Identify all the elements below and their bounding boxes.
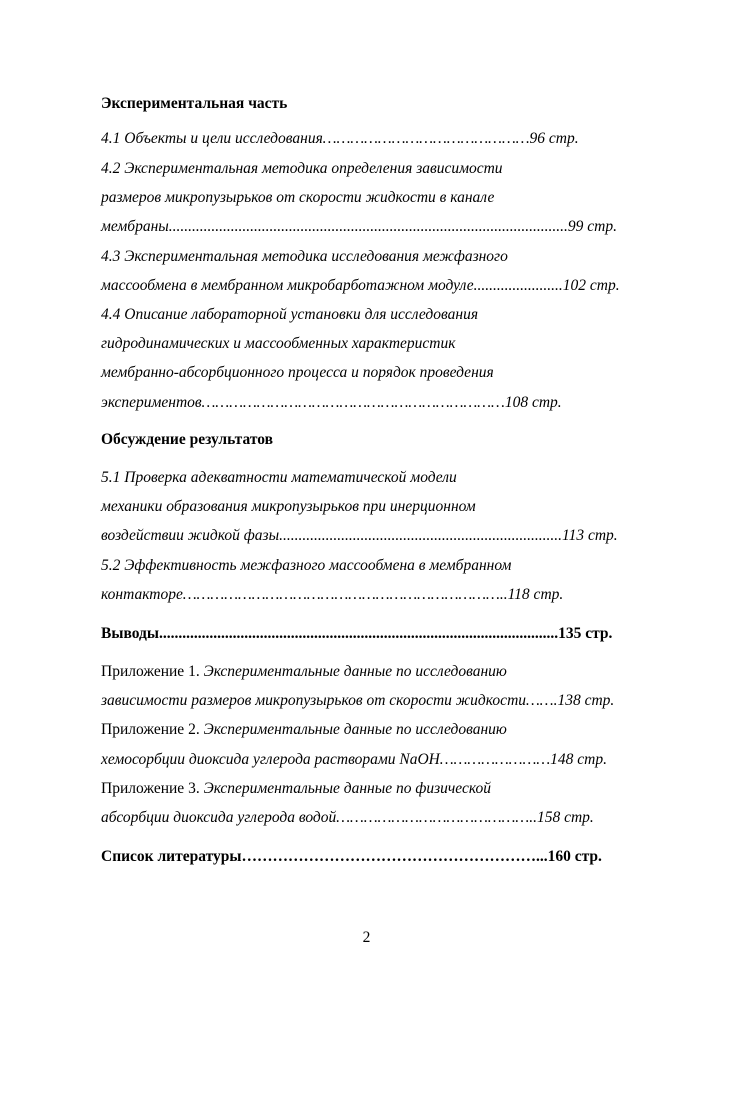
toc-entry-4-2-line-2: размеров микропузырьков от скорости жидкости в канале bbox=[101, 189, 495, 206]
toc-entry-4-1: 4.1 Объекты и цели исследования………………………………………96 стр. bbox=[101, 130, 579, 147]
toc-entry-4-2-line-1: 4.2 Экспериментальная методика определения зависимости bbox=[101, 160, 503, 177]
toc-entry-5-2-line-2: контакторе……………………………………………………………..118 стр. bbox=[101, 586, 564, 603]
toc-appendix-2-line-2: хемосорбции диоксида углерода растворами NaOH……………………148 стр. bbox=[101, 751, 607, 768]
toc-appendix-1-line-1 bbox=[101, 662, 507, 682]
toc-entry-4-3-line-2: массообмена в мембранном микробарботажном модуле.......................102 стр. bbox=[101, 277, 620, 294]
toc-entry-4-2-line-3: мембраны.......................................................................................................99 стр. bbox=[101, 218, 617, 235]
appendix-3-label: Приложение 3. bbox=[101, 780, 200, 797]
toc-appendix-1-line-2: зависимости размеров микропузырьков от скорости жидкости…….138 стр. bbox=[101, 692, 615, 709]
section-heading-discussion: Обсуждение результатов bbox=[101, 431, 273, 448]
section-heading-experimental: Экспериментальная часть bbox=[101, 95, 288, 112]
toc-entry-5-1-line-2: механики образования микропузырьков при инерционном bbox=[101, 498, 476, 515]
toc-entry-4-4-line-3: мембранно-абсорбционного процесса и порядок проведения bbox=[101, 364, 494, 381]
appendix-2-label: Приложение 2. bbox=[101, 721, 200, 738]
toc-entry-4-4-line-4: экспериментов…………………………………………………………108 стр. bbox=[101, 394, 562, 411]
appendix-2-title: Экспериментальные данные по исследованию bbox=[203, 721, 507, 738]
toc-entry-4-4-line-1: 4.4 Описание лабораторной установки для исследования bbox=[101, 306, 479, 323]
appendix-1-title: Экспериментальные данные по исследованию bbox=[203, 663, 507, 680]
toc-appendix-2-line-1 bbox=[101, 720, 507, 740]
appendix-3-title: Экспериментальные данные по физической bbox=[203, 780, 492, 797]
toc-entry-4-3-line-1: 4.3 Экспериментальная методика исследования межфазного bbox=[101, 248, 508, 265]
toc-appendix-3-line-2: абсорбции диоксида углерода водой……………………………………..158 стр. bbox=[101, 809, 594, 826]
toc-appendix-3-line-1 bbox=[101, 779, 491, 799]
page-number: 2 bbox=[362, 929, 371, 946]
toc-entry-conclusions: Выводы.......................................................................................................135 стр. bbox=[101, 625, 613, 642]
toc-entry-4-4-line-2: гидродинамических и массообменных характеристик bbox=[101, 335, 456, 352]
toc-entry-5-1-line-1: 5.1 Проверка адекватности математической модели bbox=[101, 469, 457, 486]
toc-entry-5-1-line-3: воздействии жидкой фазы.........................................................................113 стр. bbox=[101, 527, 618, 544]
appendix-1-label: Приложение 1. bbox=[101, 663, 200, 680]
toc-entry-references: Список литературы…………………………………………………...160 стр. bbox=[101, 848, 602, 865]
toc-entry-5-2-line-1: 5.2 Эффективность межфазного массообмена в мембранном bbox=[101, 557, 512, 574]
